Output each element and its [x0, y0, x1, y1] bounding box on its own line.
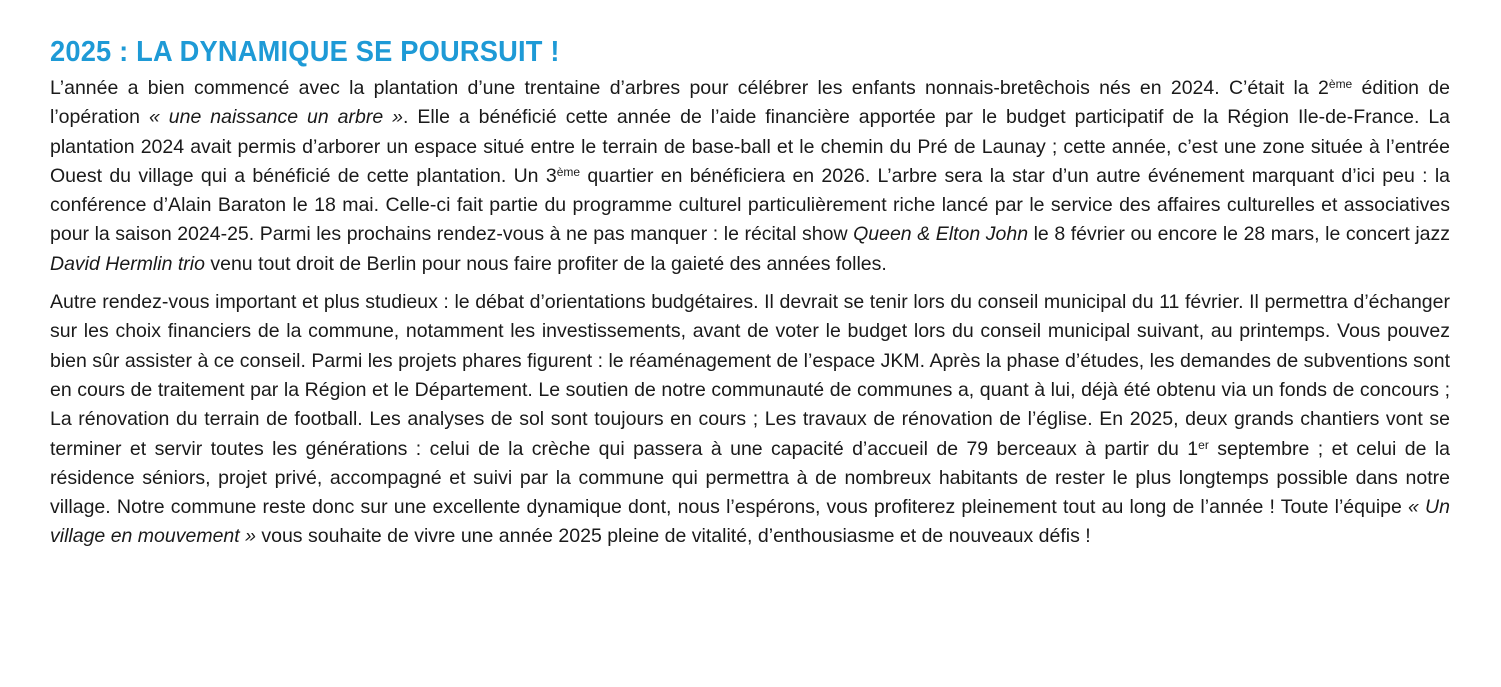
- paragraph-2: [50, 288, 1450, 552]
- paragraph-1-text: venu tout droit de Berlin pour nous faire profiter de la gaieté des années folles.: [204, 252, 887, 275]
- superscript-er: er: [1198, 437, 1209, 452]
- paragraph-2-text: Autre rendez-vous important et plus studieux : le débat d’orientations budgétaires. Il devrait se tenir lors du conseil municipal du 11 février. Il permettra d’échanger sur les choix financiers de la commune, notamment les investissements, avant de voter le budget lors du conseil municipal suivant, au printemps. Vous pouvez bien sûr assister à ce conseil. Parmi les projets phares figurent : le réaménagement de l’espace JKM. Après la phase d’études, les demandes de subventions sont en cours de traitement par la Région et le Département. Le soutien de notre communauté de communes a, quant à lui, déjà été obtenu via un fonds de concours ; La rénovation du terrain de football. Les analyses de sol sont toujours en cours ; Les travaux de rénovation de l’église. En 2025, deux grands chantiers vont se terminer et servir toutes les générations : celui de la crèche qui passera à une capacité d’accueil de 79 berceaux à partir du 1: [50, 291, 1450, 460]
- paragraph-2-text: vous souhaite de vivre une année 2025 pleine de vitalité, d’enthousiasme et de nouveaux défis !: [255, 525, 1091, 548]
- band-name: David Hermlin trio: [50, 252, 205, 275]
- article-title: 2025 : LA DYNAMIQUE SE POURSUIT !: [50, 36, 560, 68]
- paragraph-1-text: le 8 février ou encore le 28 mars, le concert jazz: [1028, 223, 1451, 246]
- article: [50, 30, 1450, 552]
- team-name: « Un village en mouvement »: [50, 496, 1450, 548]
- paragraph-1-text: édition de l’opération: [50, 77, 1450, 129]
- operation-name: « une naissance un arbre »: [148, 106, 404, 129]
- paragraph-1-text: L’année a bien commencé avec la plantation d’une trentaine d’arbres pour célébrer les enfants nonnais-bretêchois nés en 2024. C’était la 2: [50, 77, 1329, 99]
- paragraph-1-text: . Elle a bénéficié cette année de l’aide financière apportée par le budget participatif de la Région Ile-de-France. La plantation 2024 avait permis d’arborer un espace situé entre le terrain de base-ball et le chemin du Pré de Launay ; cette année, c’est une zone située à l’entrée Ouest du village qui a bénéficié de cette plantation. Un 3: [50, 106, 1451, 187]
- paragraph-1-text: quartier en bénéficiera en 2026. L’arbre sera la star d’un autre événement marquant d’ici peu : la conférence d’Alain Baraton le 18 mai. Celle-ci fait partie du programme culturel particulièrement riche lancé par le service des affaires culturelles et associatives pour la saison 2024-25. Parmi les prochains rendez-vous à ne pas manquer : le récital show: [50, 164, 1451, 246]
- superscript-eme: ème: [556, 164, 581, 179]
- paragraph-2-text: septembre ; et celui de la résidence séniors, projet privé, accompagné et suivi par la commune qui permettra à de nombreux habitants de rester le plus longtemps possible dans notre village. Notre commune reste donc sur une excellente dynamique dont, nous l’espérons, vous profiterez pleinement tout au long de l’année ! Toute l’équipe: [50, 437, 1450, 519]
- superscript-eme: ème: [1328, 77, 1353, 91]
- paragraph-1: [50, 74, 1450, 279]
- show-title: Queen & Elton John: [853, 223, 1029, 246]
